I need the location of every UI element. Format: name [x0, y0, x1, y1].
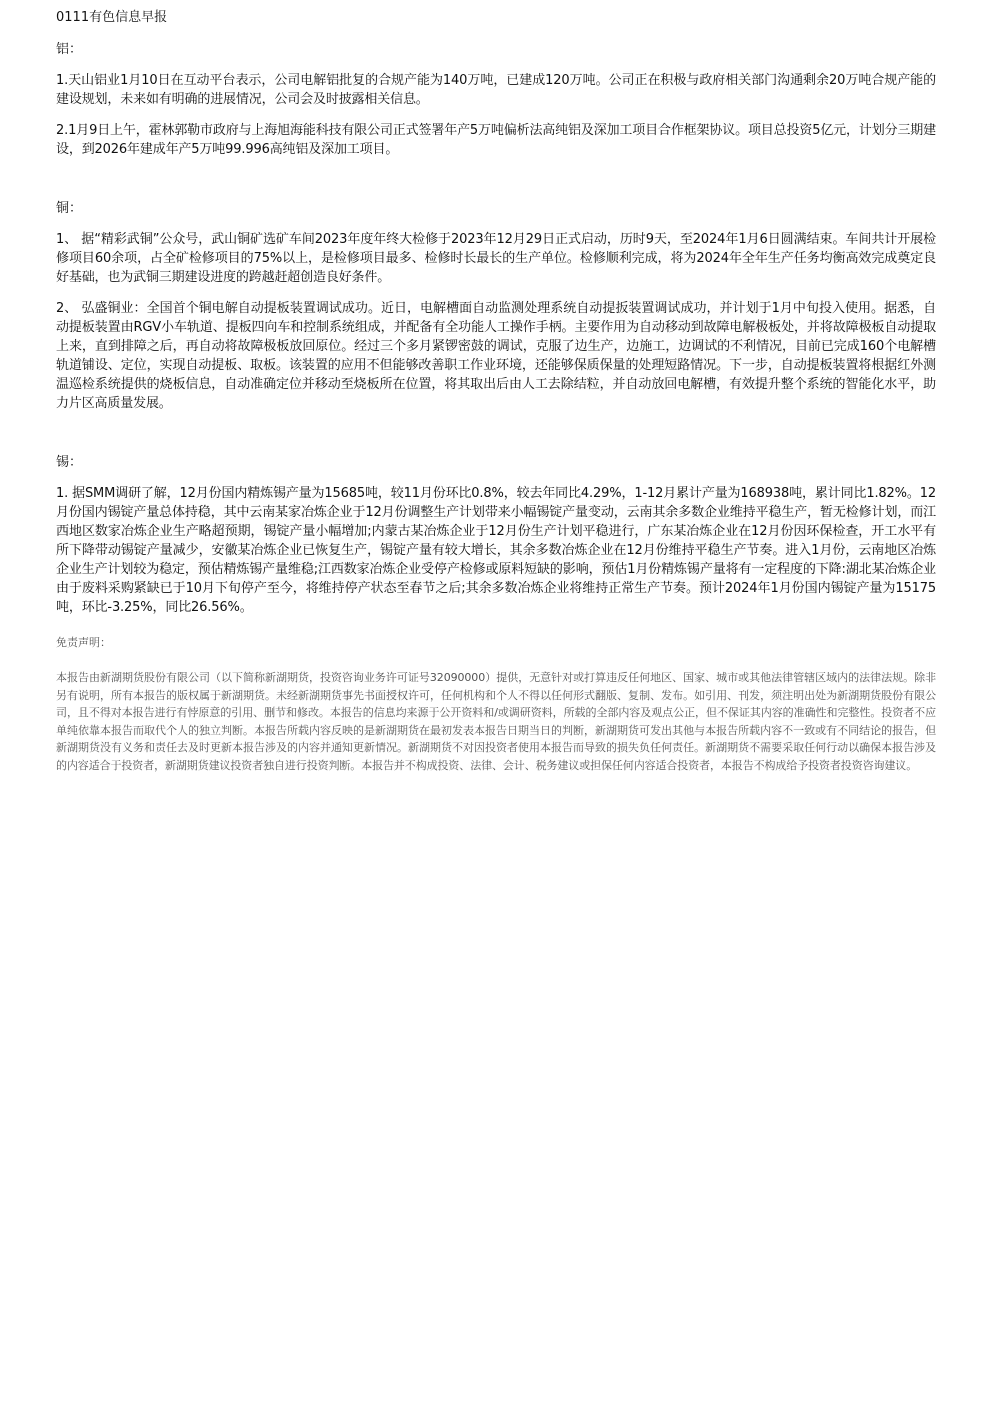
disclaimer-text: 本报告由新湖期货股份有限公司（以下简称新湖期货，投资咨询业务许可证号32090000）提供，无意针对或打算违反任何地区、国家、城市或其他法律管辖区域内的法律法规。除非另有说明，所有本报告的版权属于新湖期货。未经新湖期货事先书面授权许可，任何机构和个人不得以任何形式翻版、复制、发布。如引用、刊发，须注明出处为新湖期货股份有限公司，且不得对本报告进行有悖原意的引用、删节和修改。本报告的信息均来源于公开资料和/或调研资料，所载的全部内容及观点公正，但不保证其内容的准确性和完整性。投资者不应单纯依靠本报告而取代个人的独立判断。本报告所载内容反映的是新湖期货在最初发表本报告日期当日的判断，新湖期货可发出其他与本报告所载内容不一致或有不同结论的报告，但新湖期货没有义务和责任去及时更新本报告涉及的内容并通知更新情况。新湖期货不对因投资者使用本报告而导致的损失负任何责任。新湖期货不需要采取任何行动以确保本报告涉及的内容适合于投资者，新湖期货建议投资者独自进行投资判断。本报告并不构成投资、法律、会计、税务建议或担保任何内容适合投资者，本报告不构成给予投资者投资咨询建议。 [56, 671, 936, 772]
disclaimer-section [56, 635, 936, 774]
copper-news-2: 2、 弘盛铜业：全国首个铜电解自动提板装置调试成功。近日，电解槽面自动监测处理系统自动提扳装置调试成功，并计划于1月中旬投入使用。据悉，自动提板装置由RGV小车轨道、提板四向车和控制系统组成，并配备有全功能人工操作手柄。主要作用为自动移动到故障电解极板处，并将故障极板自动提取上来，直到排障之后，再自动将故障极板放回原位。经过三个多月紧锣密鼓的调试，克服了边生产，边施工，边调试的不利情况，目前已完成160个电解槽轨道铺设、定位，实现自动提板、取板。该装置的应用不但能够改善职工作业环境，还能够保质保量的处理短路情况。下一步，自动提板装置将根据红外测温巡检系统提供的烧板信息，自动准确定位并移动至烧板所在位置，将其取出后由人工去除结粒，并自动放回电解槽，有效提升整个系统的智能化水平，助力片区高质量发展。 [56, 301, 936, 411]
tin-news-1: 1. 据SMM调研了解，12月份国内精炼锡产量为15685吨，较11月份环比0.8%，较去年同比4.29%，1-12月累计产量为168938吨，累计同比1.82%。12月份国内锡锭产量总体持稳，其中云南某家冶炼企业于12月份调整生产计划带来小幅锡锭产量变动，云南其余多数企业维持平稳生产，暂无检修计划，而江西地区数家冶炼企业生产略超预期，锡锭产量小幅增加;内蒙古某冶炼企业于12月份生产计划平稳进行，广东某冶炼企业在12月份因环保检查，开工水平有所下降带动锡锭产量减少，安徽某冶炼企业已恢复生产，锡锭产量有较大增长，其余多数冶炼企业在12月份维持平稳生产节奏。进入1月份，云南地区冶炼企业生产计划较为稳定，预估精炼锡产量维稳;江西数家冶炼企业受停产检修或原料短缺的影响，预估1月份精炼锡产量将有一定程度的下降:湖北某冶炼企业由于废料采购紧缺已于10月下旬停产至今，将维持停产状态至春节之后;其余多数冶炼企业将维持正常生产节奏。预计2024年1月份国内锡锭产量为15175吨，环比-3.25%，同比26.56%。 [56, 486, 936, 615]
report-page [56, 8, 936, 774]
disclaimer-title: 免责声明： [56, 636, 111, 649]
aluminum-news-1: 1.天山铝业1月10日在互动平台表示，公司电解铝批复的合规产能为140万吨，已建成120万吨。公司正在积极与政府相关部门沟通剩余20万吨合规产能的建设规划，未来如有明确的进展情况，公司会及时披露相关信息。 [56, 73, 936, 107]
section-spacer [56, 425, 936, 453]
section-spacer [56, 171, 936, 199]
aluminum-section [56, 40, 936, 159]
aluminum-news-2: 2.1月9日上午，霍林郭勒市政府与上海旭海能科技有限公司正式签署年产5万吨偏析法高纯铝及深加工项目合作框架协议。项目总投资5亿元，计划分三期建设，到2026年建成年产5万吨99.996高纯铝及深加工项目。 [56, 123, 936, 157]
tin-section [56, 453, 936, 617]
section-heading-aluminum: 铝： [56, 42, 83, 57]
report-title: 0111有色信息早报 [56, 10, 168, 25]
copper-news-1: 1、 据“精彩武铜”公众号，武山铜矿选矿车间2023年度年终大检修于2023年12月29日正式启动，历时9天，至2024年1月6日圆满结束。车间共计开展检修项目60余项，占全矿检修项目的75%以上，是检修项目最多、检修时长最长的生产单位。检修顺利完成，将为2024年全年生产任务均衡高效完成奠定良好基础，也为武铜三期建设进度的跨越赶超创造良好条件。 [56, 232, 936, 285]
section-heading-copper: 铜： [56, 201, 83, 216]
copper-section [56, 199, 936, 413]
section-heading-tin: 锡： [56, 455, 83, 470]
